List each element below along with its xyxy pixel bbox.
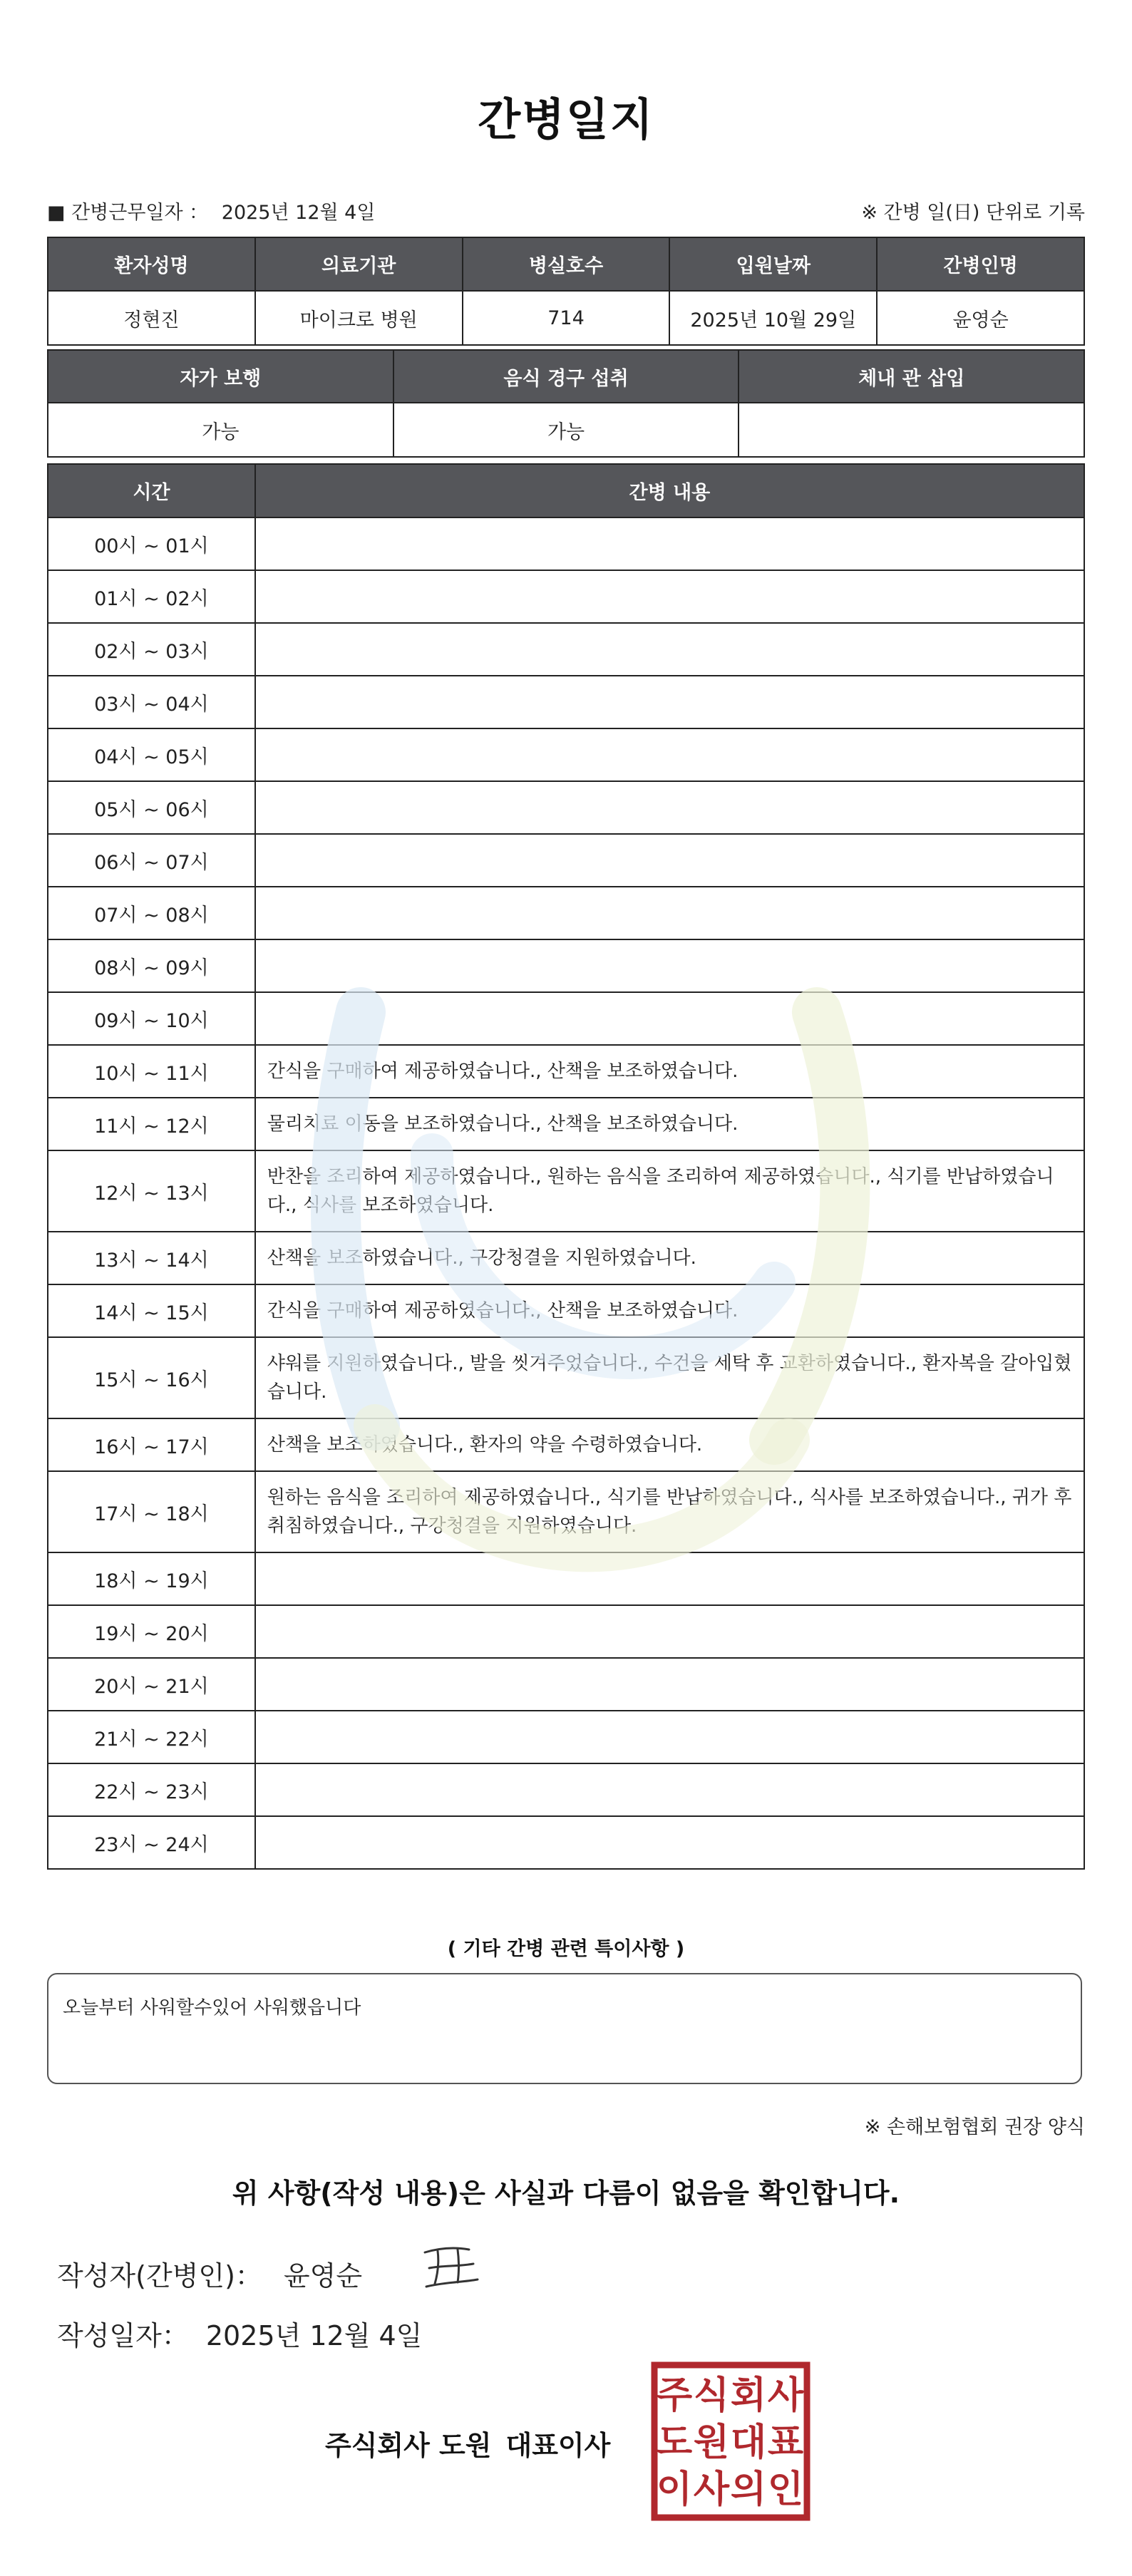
table-row xyxy=(48,1471,1084,1552)
row-content xyxy=(255,887,1084,939)
special-notes-title: ( 기타 간병 관련 특이사항 ) xyxy=(447,1938,685,1960)
row-content: 반찬을 조리하여 제공하였습니다., 원하는 음식을 조리하여 제공하였습니다., 식기를 반납하였습니다., 식사를 보조하였습니다. xyxy=(255,1150,1084,1232)
work-date-value: 2025년 12월 4일 xyxy=(221,202,376,224)
writer-line xyxy=(57,2254,362,2293)
seal-character: 주 xyxy=(656,2374,693,2417)
table-row xyxy=(48,992,1084,1045)
meta-row xyxy=(47,197,1085,225)
header-care-content: 간병 내용 xyxy=(255,464,1084,517)
row-content xyxy=(255,939,1084,992)
row-content: 물리치료 이동을 보조하였습니다., 산책을 보조하였습니다. xyxy=(255,1098,1084,1150)
page-title: 간병일지 xyxy=(478,93,654,145)
row-time: 05시 ~ 06시 xyxy=(48,781,255,834)
row-time: 14시 ~ 15시 xyxy=(48,1284,255,1337)
row-time: 20시 ~ 21시 xyxy=(48,1658,255,1711)
patient-name: 정현진 xyxy=(48,291,255,345)
hospital-name: 마이크로 병원 xyxy=(255,291,463,345)
row-content: 간식을 구매하여 제공하였습니다., 산책을 보조하였습니다. xyxy=(255,1045,1084,1098)
row-time: 12시 ~ 13시 xyxy=(48,1150,255,1232)
header-oral-intake: 음식 경구 섭취 xyxy=(393,350,739,403)
row-time: 09시 ~ 10시 xyxy=(48,992,255,1045)
row-content xyxy=(255,1605,1084,1658)
seal-character: 의 xyxy=(730,2468,767,2511)
table-row xyxy=(48,1045,1084,1098)
row-time: 16시 ~ 17시 xyxy=(48,1418,255,1471)
row-content: 샤워를 지원하였습니다., 발을 씻겨주었습니다., 수건을 세탁 후 교환하였습니다., 환자복을 갈아입혔습니다. xyxy=(255,1337,1084,1418)
row-content xyxy=(255,623,1084,676)
header-patient-name: 환자성명 xyxy=(48,237,255,291)
table-row xyxy=(48,781,1084,834)
care-log-table xyxy=(47,463,1085,1870)
table-row xyxy=(48,834,1084,887)
row-time: 23시 ~ 24시 xyxy=(48,1816,255,1869)
row-content xyxy=(255,1658,1084,1711)
special-notes-content: 오늘부터 사워할수있어 사워했읍니다 xyxy=(63,1997,361,2019)
row-time: 04시 ~ 05시 xyxy=(48,728,255,781)
row-time: 22시 ~ 23시 xyxy=(48,1763,255,1816)
row-time: 11시 ~ 12시 xyxy=(48,1098,255,1150)
row-time: 01시 ~ 02시 xyxy=(48,570,255,623)
admission-date: 2025년 10월 29일 xyxy=(669,291,877,345)
row-content: 원하는 음식을 조리하여 제공하였습니다., 식기를 반납하였습니다., 식사를 보조하였습니다., 귀가 후 취침하였습니다., 구강청결을 지원하였습니다. xyxy=(255,1471,1084,1552)
row-content xyxy=(255,1552,1084,1605)
table-row xyxy=(48,1763,1084,1816)
patient-status-table xyxy=(47,349,1085,458)
row-time: 15시 ~ 16시 xyxy=(48,1337,255,1418)
oral-intake-value: 가능 xyxy=(393,403,739,457)
table-row xyxy=(48,939,1084,992)
row-time: 17시 ~ 18시 xyxy=(48,1471,255,1552)
row-time: 00시 ~ 01시 xyxy=(48,517,255,570)
written-date-label: 작성일자： xyxy=(57,2320,189,2351)
company-line xyxy=(325,2423,610,2463)
table-row xyxy=(48,1605,1084,1658)
row-content xyxy=(255,570,1084,623)
header-tube-insertion: 체내 관 삽입 xyxy=(739,350,1084,403)
table-row xyxy=(48,1337,1084,1418)
row-time: 19시 ~ 20시 xyxy=(48,1605,255,1658)
table-row xyxy=(48,1150,1084,1232)
tube-insertion-value xyxy=(739,403,1084,457)
seal-character: 식 xyxy=(693,2374,730,2417)
header-hospital: 의료기관 xyxy=(255,237,463,291)
table-row xyxy=(48,1658,1084,1711)
table-row xyxy=(48,623,1084,676)
row-content: 산책을 보조하였습니다., 구강청결을 지원하였습니다. xyxy=(255,1232,1084,1284)
handwritten-signature xyxy=(418,2238,482,2295)
patient-info-table xyxy=(47,237,1085,346)
company-name: 주식회사 도원 xyxy=(325,2430,492,2461)
status-value-row xyxy=(48,403,1084,457)
row-content: 산책을 보조하였습니다., 환자의 약을 수령하였습니다. xyxy=(255,1418,1084,1471)
header-room: 병실호수 xyxy=(463,237,670,291)
confirm-statement: 위 사항(작성 내용)은 사실과 다름이 없음을 확인합니다. xyxy=(232,2178,900,2209)
row-content xyxy=(255,1816,1084,1869)
seal-character: 이 xyxy=(656,2468,693,2511)
table-row xyxy=(48,1418,1084,1471)
header-time: 시간 xyxy=(48,464,255,517)
row-time: 18시 ~ 19시 xyxy=(48,1552,255,1605)
row-time: 07시 ~ 08시 xyxy=(48,887,255,939)
seal-character: 원 xyxy=(693,2421,730,2464)
recommend-note: ※ 손해보험협회 권장 양식 xyxy=(864,2116,1085,2138)
row-content xyxy=(255,676,1084,728)
log-header-row xyxy=(48,464,1084,517)
header-self-walking: 자가 보행 xyxy=(48,350,393,403)
patient-info-value-row xyxy=(48,291,1084,345)
room-number: 714 xyxy=(463,291,670,345)
self-walking-value: 가능 xyxy=(48,403,393,457)
company-seal-icon xyxy=(650,2361,811,2522)
row-content xyxy=(255,781,1084,834)
row-content xyxy=(255,517,1084,570)
seal-character: 대 xyxy=(730,2421,767,2464)
table-row xyxy=(48,1711,1084,1763)
row-time: 21시 ~ 22시 xyxy=(48,1711,255,1763)
row-content xyxy=(255,1711,1084,1763)
patient-info-header-row xyxy=(48,237,1084,291)
row-content xyxy=(255,728,1084,781)
table-row xyxy=(48,887,1084,939)
row-time: 13시 ~ 14시 xyxy=(48,1232,255,1284)
caregiver-name: 윤영순 xyxy=(877,291,1084,345)
table-row xyxy=(48,517,1084,570)
writer-label: 작성자(간병인)： xyxy=(57,2260,262,2292)
row-content xyxy=(255,834,1084,887)
seal-character: 사 xyxy=(693,2468,730,2511)
status-header-row xyxy=(48,350,1084,403)
row-content xyxy=(255,992,1084,1045)
seal-character: 회 xyxy=(730,2374,767,2417)
seal-character: 도 xyxy=(656,2421,693,2464)
special-notes-box xyxy=(47,1973,1082,2084)
row-content: 간식을 구매하여 제공하였습니다., 산책을 보조하였습니다. xyxy=(255,1284,1084,1337)
unit-note: ※ 간병 일(日) 단위로 기록 xyxy=(861,202,1085,224)
seal-character: 사 xyxy=(767,2374,804,2417)
written-date-line xyxy=(57,2314,422,2353)
table-row xyxy=(48,676,1084,728)
table-row xyxy=(48,1816,1084,1869)
table-row xyxy=(48,1284,1084,1337)
row-time: 08시 ~ 09시 xyxy=(48,939,255,992)
row-content xyxy=(255,1763,1084,1816)
row-time: 02시 ~ 03시 xyxy=(48,623,255,676)
work-date-label: ■ 간병근무일자 ： xyxy=(47,202,209,224)
writer-name: 윤영순 xyxy=(283,2260,363,2292)
row-time: 10시 ~ 11시 xyxy=(48,1045,255,1098)
written-date-value: 2025년 12월 4일 xyxy=(205,2320,423,2351)
row-time: 06시 ~ 07시 xyxy=(48,834,255,887)
table-row xyxy=(48,570,1084,623)
table-row xyxy=(48,1098,1084,1150)
seal-character: 인 xyxy=(767,2468,804,2511)
row-time: 03시 ~ 04시 xyxy=(48,676,255,728)
table-row xyxy=(48,1232,1084,1284)
work-date xyxy=(47,197,375,225)
table-row xyxy=(48,1552,1084,1605)
header-admission-date: 입원날짜 xyxy=(669,237,877,291)
company-representative: 대표이사 xyxy=(505,2430,611,2461)
table-row xyxy=(48,728,1084,781)
header-caregiver: 간병인명 xyxy=(877,237,1084,291)
seal-character: 표 xyxy=(767,2421,804,2464)
